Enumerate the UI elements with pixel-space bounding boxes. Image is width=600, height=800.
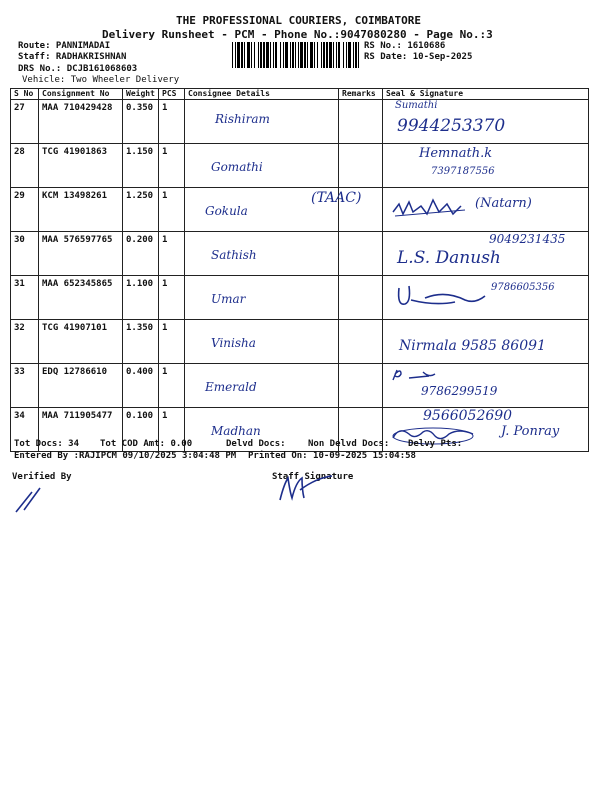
header-pcs: PCS: [159, 89, 185, 100]
cell-consignment: MAA 710429428: [39, 100, 123, 144]
cell-consignee: [185, 144, 339, 188]
verified-by-label: Verified By: [12, 472, 72, 482]
cell-signature: [383, 276, 589, 320]
cell-sno: 33: [11, 364, 39, 408]
cell-consignment: TCG 41901863: [39, 144, 123, 188]
total-docs: Tot Docs: 34: [14, 439, 80, 449]
header-consignment: Consignment No: [39, 89, 123, 100]
cell-sno: 31: [11, 276, 39, 320]
table-row: [11, 408, 589, 452]
rs-date: RS Date: 10-Sep-2025: [364, 52, 473, 62]
cell-remarks: [339, 320, 383, 364]
cell-sno: 29: [11, 188, 39, 232]
delivery-points: Delvy Pts:: [408, 439, 463, 449]
signature-name: Sumathi: [395, 100, 438, 111]
drs-number: DRS No.: DCJB161068603: [18, 64, 138, 74]
cell-pcs: 1: [159, 276, 185, 320]
consignee-name: Vinisha: [211, 336, 256, 350]
consignee-name: Gomathi: [211, 160, 263, 174]
cell-pcs: 1: [159, 408, 185, 452]
cell-weight: 0.400: [123, 364, 159, 408]
cell-weight: 1.100: [123, 276, 159, 320]
signature-phone: 7397187556: [431, 166, 495, 177]
cell-remarks: [339, 232, 383, 276]
non-delivered-docs: Non Delvd Docs:: [308, 439, 390, 449]
consignee-name: Emerald: [205, 380, 257, 394]
cell-signature: [383, 188, 589, 232]
cell-consignment: MAA 652345865: [39, 276, 123, 320]
cell-sno: 30: [11, 232, 39, 276]
header-sno: S No: [11, 89, 39, 100]
signature-phone: 9786605356: [491, 282, 555, 293]
cell-signature: [383, 100, 589, 144]
cell-consignment: TCG 41907101: [39, 320, 123, 364]
signature-phone: 9566052690: [423, 408, 513, 424]
signature-scribble: [395, 280, 491, 312]
remark-note: (TAAC): [311, 190, 362, 206]
cell-weight: 1.350: [123, 320, 159, 364]
cell-consignee: [185, 232, 339, 276]
cell-pcs: 1: [159, 188, 185, 232]
cell-remarks: [339, 364, 383, 408]
barcode-image: [232, 42, 360, 68]
signature-phone: 9786299519: [421, 384, 498, 398]
table-row: [11, 232, 589, 276]
cell-remarks: [311, 188, 383, 232]
cell-consignment: MAA 711905477: [39, 408, 123, 452]
cell-pcs: 1: [159, 144, 185, 188]
delivered-docs: Delvd Docs:: [226, 439, 286, 449]
table-row: [11, 364, 589, 408]
verified-signature: [12, 484, 52, 514]
cell-consignee: [185, 276, 339, 320]
cell-pcs: 1: [159, 320, 185, 364]
signature-scribble: [389, 368, 439, 384]
cell-weight: 0.200: [123, 232, 159, 276]
cell-signature: [383, 144, 589, 188]
cell-pcs: 1: [159, 232, 185, 276]
cell-consignment: EDQ 12786610: [39, 364, 123, 408]
signature-phone: 9049231435: [489, 232, 566, 246]
signature-name: L.S. Danush: [397, 248, 501, 268]
cell-remarks: [339, 276, 383, 320]
cell-consignee: [185, 100, 339, 144]
table-header-row: [11, 89, 589, 100]
company-name: THE PROFESSIONAL COURIERS, COIMBATORE: [176, 14, 422, 27]
cell-signature: [383, 364, 589, 408]
signature-name: (Natarn): [475, 196, 532, 211]
cell-consignee: [185, 364, 339, 408]
cell-sno: 32: [11, 320, 39, 364]
route-label: Route: PANNIMADAI: [18, 41, 111, 51]
cell-remarks: [339, 100, 383, 144]
cell-weight: 0.100: [123, 408, 159, 452]
table-row: [11, 100, 589, 144]
table-row: [11, 320, 589, 364]
header-consignee: Consignee Details: [185, 89, 339, 100]
cell-weight: 0.350: [123, 100, 159, 144]
header-signature: Seal & Signature: [383, 89, 589, 100]
cell-sno: 34: [11, 408, 39, 452]
cell-weight: 1.250: [123, 188, 159, 232]
header-weight: Weight: [123, 89, 159, 100]
staff-signature-label: Staff Signature: [272, 472, 354, 482]
staff-signature-scribble: [276, 474, 336, 504]
rs-number: RS No.: 1610686: [364, 41, 446, 51]
signature-text: Nirmala 9585 86091: [399, 338, 546, 354]
header-remarks: Remarks: [339, 89, 383, 100]
table-row: [11, 276, 589, 320]
total-cod: Tot COD Amt: 0.00: [100, 439, 193, 449]
cell-weight: 1.150: [123, 144, 159, 188]
entered-by: Entered By :RAJIPCM 09/10/2025 3:04:48 PM: [14, 451, 237, 461]
signature-name: Hemnath.k: [419, 146, 493, 161]
signature-phone: 9944253370: [397, 116, 506, 136]
cell-pcs: 1: [159, 364, 185, 408]
cell-sno: 28: [11, 144, 39, 188]
cell-signature: [383, 232, 589, 276]
consignee-name: Sathish: [211, 248, 257, 262]
cell-consignment: MAA 576597765: [39, 232, 123, 276]
signature-scribble: [391, 196, 471, 220]
runsheet-title: Delivery Runsheet - PCM - Phone No.:9047080280 - Page No.:3: [102, 28, 493, 41]
runsheet-table: [10, 88, 589, 452]
cell-remarks: [339, 144, 383, 188]
cell-sno: 27: [11, 100, 39, 144]
vehicle-label: Vehicle: Two Wheeler Delivery: [22, 75, 180, 85]
signature-name: J. Ponray: [501, 424, 560, 439]
consignee-name: Madhan: [211, 424, 261, 438]
table-row: [11, 188, 589, 232]
staff-label: Staff: RADHAKRISHNAN: [18, 52, 127, 62]
cell-consignee: [185, 320, 339, 364]
consignee-name: Rishiram: [215, 112, 270, 126]
consignee-name: Gokula: [205, 204, 248, 218]
table-row: [11, 144, 589, 188]
cell-consignment: KCM 13498261: [39, 188, 123, 232]
consignee-name: Umar: [211, 292, 246, 306]
cell-pcs: 1: [159, 100, 185, 144]
printed-on: Printed On: 10-09-2025 15:04:58: [248, 451, 416, 461]
cell-signature: [383, 320, 589, 364]
